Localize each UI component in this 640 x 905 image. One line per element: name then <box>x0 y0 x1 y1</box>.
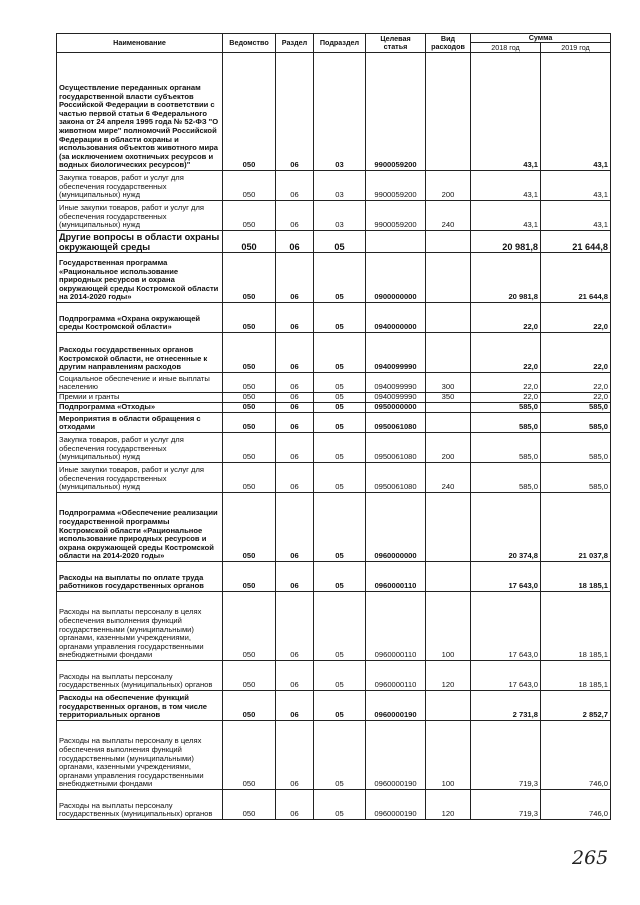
cell-y2018: 43,1 <box>471 171 541 201</box>
cell-subsection: 05 <box>314 303 366 333</box>
cell-kind <box>426 333 471 373</box>
cell-y2019: 43,1 <box>541 201 611 231</box>
table-row <box>57 691 611 721</box>
cell-kind <box>426 413 471 433</box>
table-row <box>57 53 611 171</box>
header-target: Целевая статья <box>366 34 426 53</box>
cell-name: Социальное обеспечение и иные выплаты населению <box>57 373 223 393</box>
cell-subsection: 05 <box>314 721 366 790</box>
table-row <box>57 373 611 393</box>
cell-target: 0940099990 <box>366 373 426 393</box>
cell-y2018: 719,3 <box>471 790 541 820</box>
cell-y2018: 20 374,8 <box>471 493 541 562</box>
cell-kind <box>426 231 471 253</box>
cell-section: 06 <box>276 691 314 721</box>
cell-dept: 050 <box>223 393 276 403</box>
cell-y2019: 585,0 <box>541 433 611 463</box>
cell-section: 06 <box>276 171 314 201</box>
cell-y2019: 746,0 <box>541 790 611 820</box>
table-row <box>57 562 611 592</box>
cell-section: 06 <box>276 493 314 562</box>
cell-subsection: 05 <box>314 592 366 661</box>
cell-dept: 050 <box>223 201 276 231</box>
cell-dept: 050 <box>223 562 276 592</box>
cell-target: 0960000190 <box>366 691 426 721</box>
cell-subsection: 03 <box>314 171 366 201</box>
cell-dept: 050 <box>223 333 276 373</box>
cell-target: 0940000000 <box>366 303 426 333</box>
cell-target: 0960000190 <box>366 721 426 790</box>
cell-section: 06 <box>276 201 314 231</box>
cell-y2019: 22,0 <box>541 373 611 393</box>
cell-kind: 200 <box>426 171 471 201</box>
cell-kind: 120 <box>426 661 471 691</box>
cell-subsection: 05 <box>314 231 366 253</box>
cell-target: 0950000000 <box>366 403 426 413</box>
cell-y2018: 2 731,8 <box>471 691 541 721</box>
cell-target: 9900059200 <box>366 201 426 231</box>
cell-target: 0940099990 <box>366 333 426 373</box>
cell-dept: 050 <box>223 413 276 433</box>
cell-section: 06 <box>276 231 314 253</box>
cell-y2018: 20 981,8 <box>471 231 541 253</box>
cell-target: 9900059200 <box>366 171 426 201</box>
cell-section: 06 <box>276 790 314 820</box>
table-row <box>57 201 611 231</box>
cell-name: Иные закупки товаров, работ и услуг для обеспечения государственных (муниципальных) нужд <box>57 463 223 493</box>
table-row <box>57 493 611 562</box>
cell-subsection: 05 <box>314 562 366 592</box>
cell-y2018: 43,1 <box>471 201 541 231</box>
cell-y2019: 585,0 <box>541 463 611 493</box>
cell-subsection: 05 <box>314 373 366 393</box>
cell-target: 9900059200 <box>366 53 426 171</box>
cell-name: Расходы на выплаты персоналу в целях обеспечения выполнения функций государственными (муниципальными) органами, казенными учреждениями, органами управления государственными внебюджетными фондами <box>57 592 223 661</box>
cell-y2019: 22,0 <box>541 393 611 403</box>
cell-target: 0960000110 <box>366 592 426 661</box>
cell-name: Мероприятия в области обращения с отходами <box>57 413 223 433</box>
cell-dept: 050 <box>223 691 276 721</box>
cell-y2018: 22,0 <box>471 393 541 403</box>
table-row <box>57 433 611 463</box>
cell-target: 0940099990 <box>366 393 426 403</box>
table-row <box>57 592 611 661</box>
cell-dept: 050 <box>223 493 276 562</box>
table-row <box>57 661 611 691</box>
cell-y2019: 43,1 <box>541 171 611 201</box>
cell-name: Подпрограмма «Отходы» <box>57 403 223 413</box>
cell-kind <box>426 53 471 171</box>
table-row <box>57 231 611 253</box>
budget-table <box>56 33 611 820</box>
cell-kind <box>426 493 471 562</box>
cell-y2018: 22,0 <box>471 373 541 393</box>
cell-dept: 050 <box>223 171 276 201</box>
cell-name: Другие вопросы в области охраны окружающей среды <box>57 231 223 253</box>
cell-y2019: 2 852,7 <box>541 691 611 721</box>
header-section: Раздел <box>276 34 314 53</box>
header-sum: Сумма <box>471 34 611 43</box>
cell-name: Подпрограмма «Обеспечение реализации государственной программы Костромской области «Рациональное использование природных ресурсов и охрана окружающей среды Костромской области на 2014-2020 годы» <box>57 493 223 562</box>
cell-subsection: 05 <box>314 463 366 493</box>
cell-subsection: 05 <box>314 403 366 413</box>
cell-section: 06 <box>276 393 314 403</box>
cell-y2018: 719,3 <box>471 721 541 790</box>
cell-target: 0960000190 <box>366 790 426 820</box>
cell-y2018: 585,0 <box>471 403 541 413</box>
cell-target: 0960000000 <box>366 493 426 562</box>
cell-y2018: 585,0 <box>471 413 541 433</box>
cell-section: 06 <box>276 721 314 790</box>
cell-kind: 300 <box>426 373 471 393</box>
cell-y2019: 18 185,1 <box>541 562 611 592</box>
cell-subsection: 05 <box>314 790 366 820</box>
cell-section: 06 <box>276 413 314 433</box>
cell-dept: 050 <box>223 463 276 493</box>
cell-name: Расходы на выплаты персоналу в целях обеспечения выполнения функций государственными (муниципальными) органами, казенными учреждениями, органами управления государственными внебюджетными фондами <box>57 721 223 790</box>
cell-dept: 050 <box>223 433 276 463</box>
cell-y2019: 22,0 <box>541 303 611 333</box>
cell-y2018: 22,0 <box>471 333 541 373</box>
header-kind: Вид расходов <box>426 34 471 53</box>
cell-dept: 050 <box>223 53 276 171</box>
cell-section: 06 <box>276 253 314 303</box>
table-row <box>57 303 611 333</box>
cell-y2019: 21 037,8 <box>541 493 611 562</box>
cell-dept: 050 <box>223 303 276 333</box>
cell-y2019: 585,0 <box>541 403 611 413</box>
cell-subsection: 05 <box>314 691 366 721</box>
table-row <box>57 790 611 820</box>
header-name: Наименование <box>57 34 223 53</box>
cell-section: 06 <box>276 373 314 393</box>
cell-kind: 100 <box>426 721 471 790</box>
cell-y2018: 43,1 <box>471 53 541 171</box>
cell-dept: 050 <box>223 592 276 661</box>
cell-subsection: 05 <box>314 661 366 691</box>
cell-y2019: 22,0 <box>541 333 611 373</box>
table-row <box>57 171 611 201</box>
cell-subsection: 03 <box>314 53 366 171</box>
cell-kind: 350 <box>426 393 471 403</box>
cell-section: 06 <box>276 592 314 661</box>
cell-subsection: 05 <box>314 333 366 373</box>
cell-target: 0900000000 <box>366 253 426 303</box>
cell-kind <box>426 403 471 413</box>
cell-name: Подпрограмма «Охрана окружающей среды Костромской области» <box>57 303 223 333</box>
cell-target: 0960000110 <box>366 562 426 592</box>
header-subsection: Подраздел <box>314 34 366 53</box>
header-2019: 2019 год <box>541 43 611 53</box>
cell-kind <box>426 253 471 303</box>
table-row <box>57 393 611 403</box>
cell-y2019: 585,0 <box>541 413 611 433</box>
cell-kind: 120 <box>426 790 471 820</box>
cell-y2018: 17 643,0 <box>471 592 541 661</box>
cell-name: Закупка товаров, работ и услуг для обеспечения государственных (муниципальных) нужд <box>57 433 223 463</box>
cell-section: 06 <box>276 333 314 373</box>
cell-target: 0960000110 <box>366 661 426 691</box>
cell-name: Осуществление переданных органам государственной власти субъектов Российской Федерации в соответствии с частью первой статьи 6 Федерального закона от 24 апреля 1995 года № 52-ФЗ "О животном мире" полномочий Российской Федерации в области охраны и использования объектов животного мира (за исключением охотничьих ресурсов и водных биологических ресурсов)" <box>57 53 223 171</box>
cell-kind <box>426 303 471 333</box>
cell-y2019: 18 185,1 <box>541 661 611 691</box>
cell-dept: 050 <box>223 373 276 393</box>
cell-name: Государственная программа «Рациональное использование природных ресурсов и охрана окружающей среды Костромской области на 2014-2020 годы» <box>57 253 223 303</box>
cell-target: 0950061080 <box>366 463 426 493</box>
cell-subsection: 05 <box>314 433 366 463</box>
header-dept: Ведомство <box>223 34 276 53</box>
cell-dept: 050 <box>223 721 276 790</box>
table-row <box>57 413 611 433</box>
cell-name: Премии и гранты <box>57 393 223 403</box>
cell-kind: 240 <box>426 463 471 493</box>
cell-y2018: 585,0 <box>471 433 541 463</box>
cell-y2019: 18 185,1 <box>541 592 611 661</box>
cell-y2019: 43,1 <box>541 53 611 171</box>
cell-kind: 240 <box>426 201 471 231</box>
cell-y2019: 21 644,8 <box>541 231 611 253</box>
cell-section: 06 <box>276 463 314 493</box>
cell-section: 06 <box>276 403 314 413</box>
table-body <box>57 53 611 820</box>
cell-y2018: 17 643,0 <box>471 562 541 592</box>
cell-dept: 050 <box>223 790 276 820</box>
header-2018: 2018 год <box>471 43 541 53</box>
cell-name: Расходы на выплаты по оплате труда работников государственных органов <box>57 562 223 592</box>
cell-section: 06 <box>276 53 314 171</box>
cell-name: Закупка товаров, работ и услуг для обеспечения государственных (муниципальных) нужд <box>57 171 223 201</box>
table-row <box>57 463 611 493</box>
cell-target: 0950061080 <box>366 433 426 463</box>
cell-section: 06 <box>276 562 314 592</box>
cell-dept: 050 <box>223 403 276 413</box>
cell-dept: 050 <box>223 253 276 303</box>
cell-section: 06 <box>276 303 314 333</box>
cell-y2018: 20 981,8 <box>471 253 541 303</box>
cell-kind: 200 <box>426 433 471 463</box>
cell-dept: 050 <box>223 231 276 253</box>
cell-kind: 100 <box>426 592 471 661</box>
cell-y2018: 17 643,0 <box>471 661 541 691</box>
cell-subsection: 05 <box>314 413 366 433</box>
cell-y2019: 21 644,8 <box>541 253 611 303</box>
cell-name: Расходы государственных органов Костромской области, не отнесенные к другим направлениям расходов <box>57 333 223 373</box>
table-row <box>57 253 611 303</box>
budget-table-page <box>56 33 610 820</box>
cell-y2018: 585,0 <box>471 463 541 493</box>
cell-target: 0950061080 <box>366 413 426 433</box>
cell-name: Расходы на выплаты персоналу государственных (муниципальных) органов <box>57 790 223 820</box>
cell-dept: 050 <box>223 661 276 691</box>
cell-target <box>366 231 426 253</box>
cell-section: 06 <box>276 433 314 463</box>
cell-kind <box>426 562 471 592</box>
cell-subsection: 05 <box>314 393 366 403</box>
table-row <box>57 403 611 413</box>
cell-y2019: 746,0 <box>541 721 611 790</box>
cell-name: Иные закупки товаров, работ и услуг для обеспечения государственных (муниципальных) нужд <box>57 201 223 231</box>
cell-subsection: 05 <box>314 253 366 303</box>
table-row <box>57 333 611 373</box>
cell-name: Расходы на обеспечение функций государственных органов, в том числе территориальных органов <box>57 691 223 721</box>
cell-section: 06 <box>276 661 314 691</box>
cell-kind <box>426 691 471 721</box>
page-number: 265 <box>572 847 609 869</box>
table-row <box>57 721 611 790</box>
cell-subsection: 03 <box>314 201 366 231</box>
cell-name: Расходы на выплаты персоналу государственных (муниципальных) органов <box>57 661 223 691</box>
cell-subsection: 05 <box>314 493 366 562</box>
cell-y2018: 22,0 <box>471 303 541 333</box>
